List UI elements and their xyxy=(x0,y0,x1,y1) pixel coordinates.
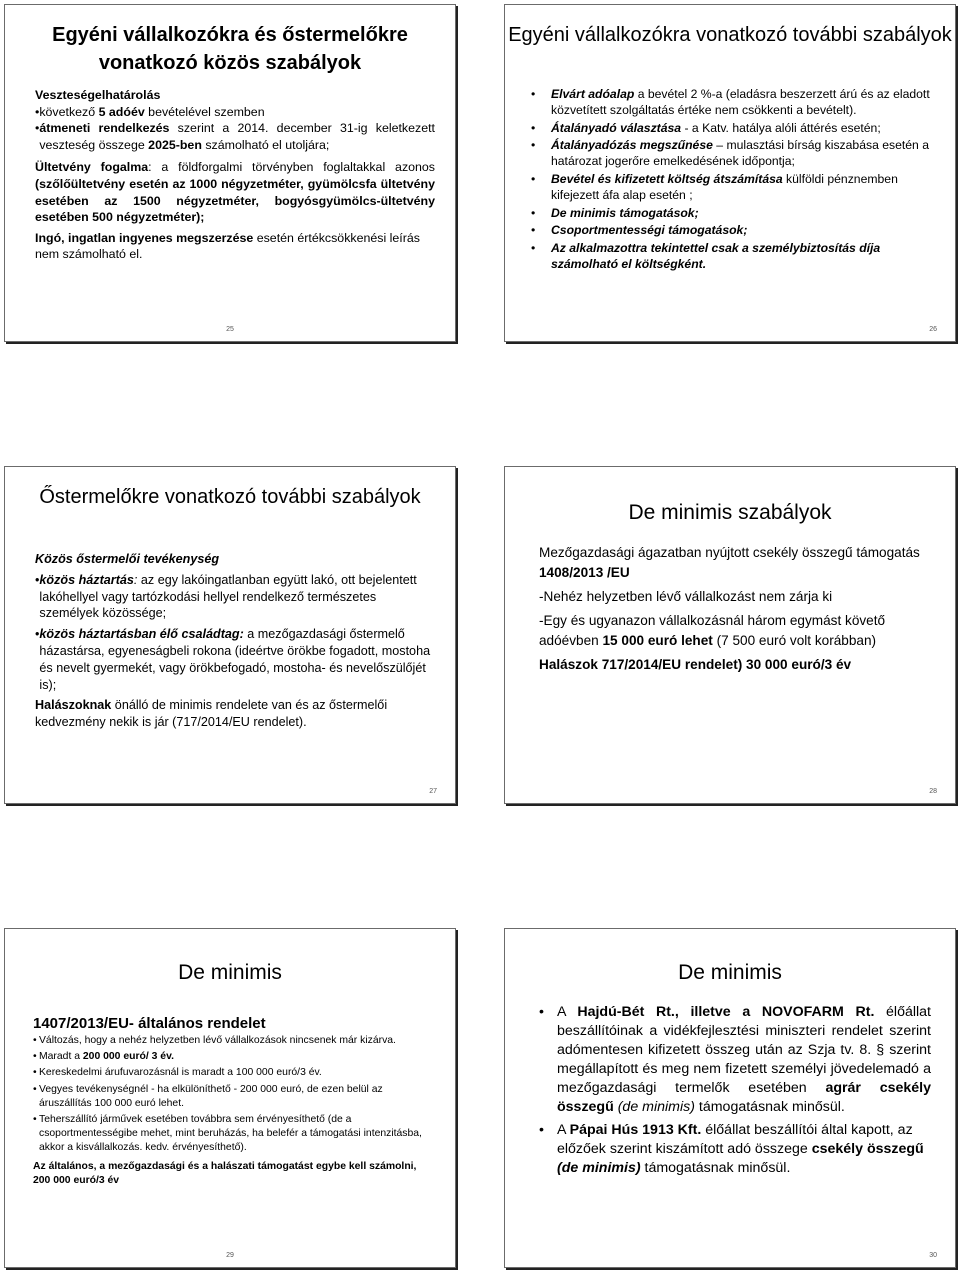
list-item: • Bevétel és kifizetett költség átszámítása külföldi pénznemben kifejezett áfa alap esetén ; xyxy=(531,171,898,202)
page-number: 30 xyxy=(929,1252,937,1259)
bullet-list xyxy=(531,87,933,275)
bullet-icon: • xyxy=(531,138,536,153)
bullet-list xyxy=(33,1034,435,1156)
bullet-icon: • xyxy=(539,1122,544,1138)
paragraph: Ingó, ingatlan ingyenes megszerzése esetén értékcsökkenési leírás nem számolható el. xyxy=(35,230,420,262)
slide-body xyxy=(539,1003,931,1178)
bullet-icon: • xyxy=(35,104,40,119)
bullet-icon: • xyxy=(531,171,536,186)
page-number: 28 xyxy=(929,788,937,795)
list-item: • Vegyes tevékenységnél - ha elkülöníthető - 200 000 euró, de ezen belül az áruszállítás 100 000 euró lehet. xyxy=(33,1083,435,1111)
slide-26 xyxy=(504,4,956,342)
slide-25 xyxy=(4,4,456,342)
slide-27 xyxy=(4,466,456,804)
page-number: 29 xyxy=(226,1252,234,1259)
list-item: • Maradt a 200 000 euró/ 3 év. xyxy=(33,1050,435,1064)
bullet-icon: • xyxy=(33,1083,37,1095)
bullet-icon: • xyxy=(531,120,536,135)
slide-30 xyxy=(504,928,956,1268)
bullet-icon: • xyxy=(531,87,536,101)
slide-title: De minimis xyxy=(678,961,782,984)
list-item: • közös háztartás: az egy lakóingatlanban együtt lakó, ott bejelentett lakóhellyel vagy tartózkodási hellyel rendelkező természetes személyek közössége; xyxy=(35,572,417,621)
slide-29 xyxy=(4,928,456,1268)
bullet-icon: • xyxy=(531,205,536,220)
slide-title: De minimis xyxy=(178,961,282,984)
slide-body xyxy=(539,543,935,679)
page-number: 27 xyxy=(429,788,437,795)
list-item: • Átalányadózás megszűnése – mulasztási bírság kiszabása esetén a határozat jogerőre emelkedésének időpontja; xyxy=(531,138,929,169)
list-item: • A Hajdú-Bét Rt., illetve a NOVOFARM Rt. élőállat beszállítóinak a vidékfejlesztési miniszteri rendelet szerint adómentesen kifizetett összeg után az Szja tv. 8. § szerint megállapított és meg nem fizetett személyi jövedelemadó a mezőgazdasági termelők esetében agrár csekély összegű (de minimis) támogatásnak minősül. xyxy=(539,1004,931,1115)
list-item: • átmeneti rendelkezés szerint a 2014. december 31-ig keletkezett veszteség összege 2025-ben számolható el utoljára; xyxy=(35,121,435,152)
slide-title: De minimis szabályok xyxy=(628,501,832,524)
list-item: • Elvárt adóalap a bevétel 2 %-a (eladásra beszerzett árú és az eladott közvetített szolgáltatás értéke nem csökkenti a bevételt). xyxy=(531,87,930,117)
bullet-icon: • xyxy=(531,223,536,238)
bullet-icon: • xyxy=(35,121,40,136)
slide-subtitle: 1407/2013/EU- általános rendelet xyxy=(33,1015,266,1032)
bullet-icon: • xyxy=(33,1051,37,1063)
closing-paragraph: Az általános, a mezőgazdasági és a halászati támogatást egybe kell számolni, 200 000 euró/3 év xyxy=(33,1160,417,1186)
list-item: • Teherszállító járművek esetében továbbra sem érvényesíthető (de a csoportmentességibe mehet, mint beruházás, ha belefér a támogatási intenzitásba, akkor a kisvállalkozás. kedv. érvényesíthető). xyxy=(33,1113,435,1156)
paragraph: Halászoknak önálló de minimis rendelete van és az őstermelői kedvezmény nekik is jár (717/2014/EU rendelet). xyxy=(35,698,388,730)
list-item: • Átalányadó választása - a Katv. hatálya alóli áttérés esetén; xyxy=(531,120,881,135)
bullet-icon: • xyxy=(33,1067,37,1079)
heading: Veszteségelhatárolás xyxy=(35,88,161,102)
slide-title: Egyéni vállalkozókra és őstermelőkre vonatkozó közös szabályok xyxy=(52,24,408,74)
list-item: • A Pápai Hús 1913 Kft. élőállat beszállítói által kapott, az előzőek szerint kiszámított adó összege csekély összegű (de minimis) támogatásnak minősül. xyxy=(539,1122,924,1176)
list-item: • Az alkalmazottra tekintettel csak a személybiztosítás díja számolható el költségként. xyxy=(531,241,881,271)
paragraph: -Egy és ugyanazon vállalkozásnál három egymást követő adóévben 15 000 euró lehet (7 500 euró volt korábban) xyxy=(539,613,886,648)
page-number: 25 xyxy=(226,326,234,333)
bullet-icon: • xyxy=(33,1035,37,1046)
bullet-icon: • xyxy=(531,241,536,256)
list-item: • De minimis támogatások; xyxy=(531,205,699,220)
paragraph: Halászok 717/2014/EU rendelet) 30 000 euró/3 év xyxy=(539,657,852,672)
slide-title: Őstermelőkre vonatkozó további szabályok xyxy=(39,486,421,508)
page-number: 26 xyxy=(929,326,937,333)
paragraph: Mezőgazdasági ágazatban nyújtott csekély összegű támogatás 1408/2013 /EU xyxy=(539,545,920,580)
slide-28 xyxy=(504,466,956,804)
bullet-icon: • xyxy=(35,572,40,587)
list-item: • Kereskedelmi árufuvarozásnál is maradt a 100 000 euró/3 év. xyxy=(33,1066,435,1080)
list-item: • Csoportmentességi támogatások; xyxy=(531,223,748,238)
paragraph: Ültetvény fogalma: a földforgalmi törvényben foglaltakkal azonos (szőlőültetvény esetén az 1000 négyzetméter, gyümölcsfa ültetvény esetében az 1500 négyzetméter, bogyósgyümölcs-ültetvény esetében 500 négyzetméter); xyxy=(35,160,436,225)
slide-body xyxy=(35,551,435,731)
list-item: • közös háztartásban élő családtag: a mezőgazdasági őstermelő házastársa, egyeneságbeli rokona (ideértve örökbe fogadott, mostoha és nevelt gyermekét, vagy örökbefogadó, mostoha- és nevelőszülőjét is); xyxy=(35,627,431,692)
list-item: • Változás, hogy a nehéz helyzetben lévő vállalkozások nincsenek már kizárva. xyxy=(33,1034,435,1048)
bullet-icon: • xyxy=(539,1004,544,1020)
bullet-icon: • xyxy=(33,1114,37,1126)
slide-body xyxy=(35,87,435,263)
paragraph: -Nehéz helyzetben lévő vállalkozást nem zárja ki xyxy=(539,589,833,604)
list-item: • következő 5 adóév bevételével szemben xyxy=(35,104,265,119)
slide-title: Egyéni vállalkozókra vonatkozó további szabályok xyxy=(508,24,952,46)
slide-body xyxy=(33,1034,435,1188)
heading: Közös őstermelői tevékenység xyxy=(35,552,220,566)
bullet-icon: • xyxy=(35,627,40,642)
